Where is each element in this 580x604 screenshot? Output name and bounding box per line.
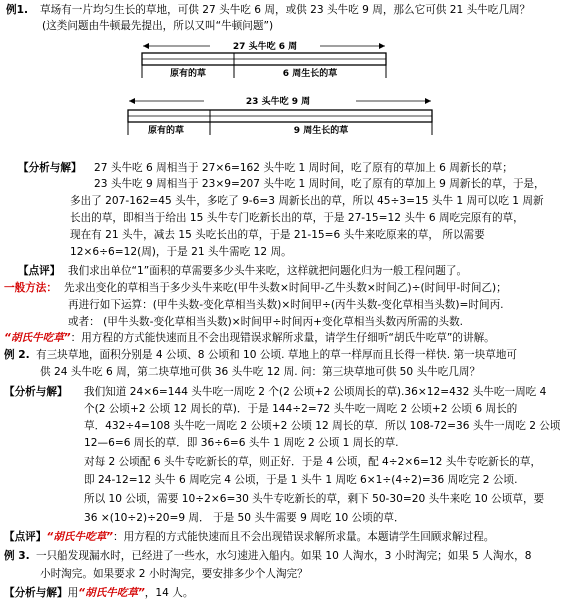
diagram2-top-label: 23 头牛吃 9 周 bbox=[245, 97, 311, 107]
comment1-text: 我们求出单位“1”面积的草需要多少头牛来吃，这样就把问题化归为一般工程问题了。 bbox=[68, 265, 468, 277]
analysis3 bbox=[4, 586, 193, 600]
analysis2-line-6: 即 24-12=12 头牛 6 周吃完 4 公顷，于是 1 头牛 1 周吃 6×1÷(4÷2)=36 周吃完 2 公顷. bbox=[84, 474, 518, 486]
comment1-label: 【点评】 bbox=[18, 265, 61, 277]
comment2-label: 【点评】 bbox=[4, 531, 47, 543]
arrow-left-icon bbox=[129, 98, 135, 104]
analysis2-line-2: 个(2 公顷+2 公顷 12 周长的草)．于是 144÷2=72 头牛吃一周吃 2 公顷+2 公顷 6 周长的 bbox=[84, 403, 518, 415]
analysis1-label: 【分析与解】 bbox=[18, 162, 82, 174]
example2-line-1: 有三块草地，面积分别是 4 公顷、8 公顷和 10 公顷. 草地上的草一样厚而且长得一样快. 第一块草地可 bbox=[36, 349, 518, 361]
example3-label: 例 3. bbox=[4, 550, 30, 562]
analysis3-suffix: ，14 人。 bbox=[144, 587, 194, 599]
example1-line-2: (这类问题由牛顿最先提出，所以又叫“牛顿问题”) bbox=[42, 20, 274, 32]
general-method-line-2: 再进行如下运算：(甲牛头数-变化草相当头数)×时间甲÷(丙牛头数-变化草相当头数)=时间丙. bbox=[68, 299, 504, 311]
example3-line-1: 一只船发现漏水时，已经进了一些水，水匀速进入船内。如果 10 人淘水，3 小时淘完；如果 5 人淘水，8 bbox=[36, 550, 532, 562]
analysis2-line-1: 我们知道 24×6=144 头牛吃一周吃 2 个(2 公顷+2 公顷周长的草).36×12=432 头牛吃一周吃 4 bbox=[84, 386, 547, 398]
arrow-right-icon bbox=[379, 43, 385, 49]
comment2-red: “胡氏牛吃草” bbox=[46, 531, 113, 543]
analysis1-line-5: 现在有 21 头牛，减去 15 头吃长出的草，于是 21-15=6 头牛来吃原来的草， 所以需要 bbox=[70, 229, 485, 241]
analysis1-line-1: 27 头牛吃 6 周相当于 27×6=162 头牛吃 1 周时间，吃了原有的草加上 6 周新长的草； bbox=[94, 162, 513, 174]
general-method-line-1: 先求出变化的草相当于多少头牛来吃(甲牛头数×时间甲-乙牛头数×时间乙)÷(时间甲-时间乙)； bbox=[64, 282, 507, 294]
comment2-text: ：用方程的方式能快速而且不会出现错误求解所求量。本题请学生回顾求解过程。 bbox=[113, 531, 495, 543]
analysis2-line-4: 12—6=6 周长的草．即 36÷6=6 头牛 1 周吃 2 公顷 1 周长的草. bbox=[84, 437, 399, 449]
diagram1-right-label: 6 周生长的草 bbox=[282, 69, 338, 79]
hu-note-1 bbox=[4, 331, 495, 345]
general-method-line-3: 或者： (甲牛头数-变化草相当头数)×时间甲÷时间丙+变化草相当头数丙所需的头数. bbox=[68, 316, 464, 328]
comment2 bbox=[4, 530, 494, 544]
diagram1-top-label: 27 头牛吃 6 周 bbox=[232, 42, 298, 52]
analysis1-line-3: 多出了 207-162=45 头牛，多吃了 9-6=3 周新长出的草，所以 45÷3=15 头牛 1 周可以吃 1 周新 bbox=[70, 195, 544, 207]
example2-label: 例 2. bbox=[4, 349, 30, 361]
diagram-23-cows bbox=[126, 91, 436, 141]
arrow-right-icon bbox=[425, 98, 431, 104]
arrow-left-icon bbox=[143, 43, 149, 49]
example1-line-1: 草场有一片均匀生长的草地，可供 27 头牛吃 6 周，或供 23 头牛吃 9 周，那么它可供 21 头牛吃几周？ bbox=[40, 4, 531, 16]
analysis2-line-5: 对每 2 公顷配 6 头牛专吃新长的草，则正好．于是 4 公顷，配 4÷2×6=12 头牛专吃新长的草， bbox=[84, 456, 542, 468]
general-method-label: 一般方法： bbox=[4, 282, 57, 294]
analysis2-line-7: 所以 10 公顷，需要 10÷2×6=30 头牛专吃新长的草，剩下 50-30=20 头牛来吃 10 公顷草，要 bbox=[84, 493, 545, 505]
diagram1-left-label: 原有的草 bbox=[169, 69, 207, 79]
analysis2-line-3: 草．432÷4=108 头牛吃一周吃 2 公顷+2 公顷 12 周长的草．所以 108-72=36 头牛一周吃 2 公顷 bbox=[84, 420, 561, 432]
diagram2-left-label: 原有的草 bbox=[147, 126, 185, 136]
hu-note-1-text: ：用方程的方式能快速而且不会出现错误求解所求量，请学生仔细听“胡氏牛吃草”的讲解。 bbox=[70, 332, 495, 344]
analysis1-line-4: 长出的草，即相当于给出 15 头牛专门吃新长出的草，于是 27-15=12 头牛 6 周吃完原有的草， bbox=[70, 212, 524, 224]
example1-label: 例1. bbox=[6, 4, 28, 16]
hu-note-1-label: “胡氏牛吃草” bbox=[4, 332, 71, 344]
analysis1-line-6: 12×6÷6=12(周)，于是 21 头牛需吃 12 周。 bbox=[70, 246, 292, 258]
example2-line-2: 供 24 头牛吃 6 周，第二块草地可供 36 头牛吃 12 周. 问：第三块草地可供 50 头牛吃几周？ bbox=[40, 366, 481, 378]
diagram2-right-label: 9 周生长的草 bbox=[293, 126, 349, 136]
analysis3-prefix: 用 bbox=[67, 587, 79, 599]
analysis3-label: 【分析与解】 bbox=[4, 587, 68, 599]
analysis2-label: 【分析与解】 bbox=[4, 386, 68, 398]
analysis2-line-8: 36 ×(10÷2)÷20=9 周． 于是 50 头牛需要 9 周吃 10 公顷的草． bbox=[84, 512, 405, 524]
analysis3-red: “胡氏牛吃草” bbox=[78, 587, 145, 599]
analysis1-line-2: 23 头牛吃 9 周相当于 23×9=207 头牛吃 1 周时间，吃了原有的草加上 9 周新长的草，于是， bbox=[94, 178, 545, 190]
example3-line-2: 小时淘完。如果要求 2 小时淘完，要安排多少个人淘完？ bbox=[40, 568, 308, 580]
diagram-27-cows bbox=[140, 36, 390, 84]
